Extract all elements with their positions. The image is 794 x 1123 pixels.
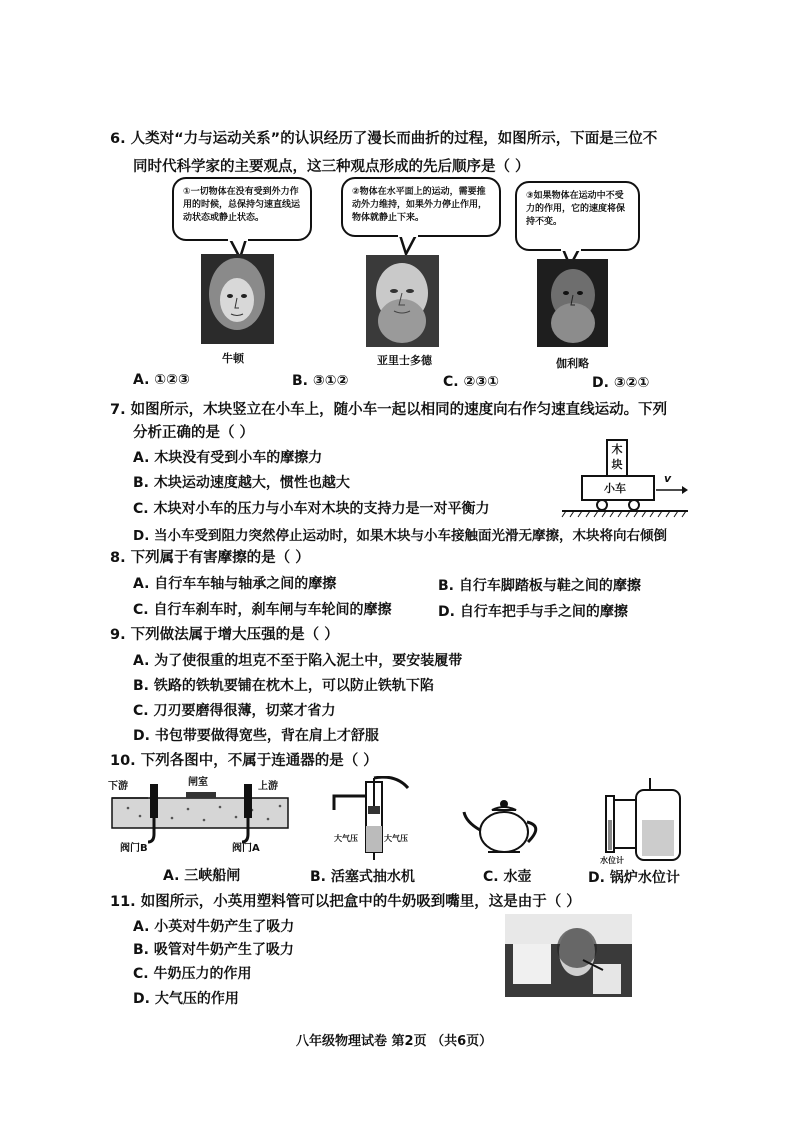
q7-velocity-label: v	[664, 472, 672, 485]
q10-option-b[interactable]: B. 活塞式抽水机	[310, 869, 415, 885]
galileo-portrait-image	[537, 259, 608, 347]
q10-option-c[interactable]: C. 水壶	[483, 869, 532, 885]
q9-option-a[interactable]: A. 为了使很重的坦克不至于陷入泥土中，要安装履带	[133, 653, 463, 669]
q11-option-a[interactable]: A. 小英对牛奶产生了吸力	[133, 919, 295, 935]
q7-block-label: 木块	[611, 443, 623, 471]
q11-option-c[interactable]: C. 牛奶压力的作用	[133, 966, 252, 982]
ship-lock-downstream-label: 下游	[108, 781, 128, 792]
q10-option-d[interactable]: D. 锅炉水位计	[588, 870, 680, 886]
q6-option-b[interactable]: B. ③①②	[292, 373, 349, 389]
q7-option-d[interactable]: D. 当小车受到阻力突然停止运动时，如果木块与小车接触面光滑无摩擦，木块将向右倾倒	[133, 528, 668, 544]
caption-aristotle: 亚里士多德	[377, 354, 432, 367]
q7-cart-label: 小车	[604, 482, 626, 495]
q9-option-c[interactable]: C. 刀刃要磨得很薄，切菜才省力	[133, 703, 336, 719]
girl-drinking-milk-photo	[505, 914, 632, 997]
bubble-text-galileo: ③如果物体在运动中不受力的作用，它的速度将保持不变。	[526, 191, 626, 227]
q7-stem-line2: 分析正确的是（ ）	[133, 425, 255, 441]
portrait-galileo	[537, 259, 608, 347]
teapot-diagram	[460, 796, 545, 858]
q10-option-a[interactable]: A. 三峡船闸	[163, 868, 241, 884]
q6-option-c[interactable]: C. ②③①	[443, 374, 500, 390]
portrait-newton	[201, 254, 274, 344]
ship-lock-upstream-label: 上游	[258, 781, 278, 792]
q10-stem: 10. 下列各图中，不属于连通器的是（ ）	[110, 753, 378, 769]
q9-stem: 9. 下列做法属于增大压强的是（ ）	[110, 627, 339, 643]
portrait-aristotle	[366, 255, 439, 347]
q6-option-d[interactable]: D. ③②①	[592, 375, 650, 391]
bubble-text-newton: ①一切物体在没有受到外力作用的时候，总保持匀速直线运动状态或静止状态。	[183, 187, 301, 223]
q7-option-b[interactable]: B. 木块运动速度越大，惯性也越大	[133, 475, 350, 491]
q9-option-d[interactable]: D. 书包带要做得宽些，背在肩上才舒服	[133, 728, 379, 744]
q8-option-d[interactable]: D. 自行车把手与手之间的摩擦	[438, 604, 628, 620]
q11-option-d[interactable]: D. 大气压的作用	[133, 991, 239, 1007]
caption-newton: 牛顿	[222, 352, 244, 365]
newton-portrait-image	[201, 254, 274, 344]
ship-lock-gate-a-label: 阀门A	[232, 843, 260, 854]
q7-figure	[560, 438, 690, 523]
boiler-gauge-diagram	[598, 776, 688, 866]
q11-photo	[505, 914, 632, 997]
q6-stem-line2: 同时代科学家的主要观点，这三种观点形成的先后顺序是（ ）	[133, 159, 530, 175]
q7-option-a[interactable]: A. 木块没有受到小车的摩擦力	[133, 450, 323, 466]
q9-option-b[interactable]: B. 铁路的铁轨要铺在枕木上，可以防止铁轨下陷	[133, 678, 434, 694]
boiler-gauge-label: 水位计	[600, 856, 624, 865]
piston-pump-diagram	[326, 776, 416, 860]
aristotle-portrait-image	[366, 255, 439, 347]
q10-figure-boiler	[598, 776, 688, 866]
q8-option-a[interactable]: A. 自行车车轴与轴承之间的摩擦	[133, 576, 337, 592]
q7-option-c[interactable]: C. 木块对小车的压力与小车对木块的支持力是一对平衡力	[133, 501, 490, 517]
q7-stem-line1: 7. 如图所示，木块竖立在小车上，随小车一起以相同的速度向右作匀速直线运动。下列	[110, 402, 668, 418]
q11-stem: 11. 如图所示，小英用塑料管可以把盒中的牛奶吸到嘴里，这是由于（ ）	[110, 894, 581, 910]
page-footer: 八年级物理试卷 第2页 （共6页）	[296, 1034, 493, 1049]
ship-lock-chamber-label: 闸室	[188, 777, 208, 788]
q8-option-c[interactable]: C. 自行车刹车时，刹车闸与车轮间的摩擦	[133, 602, 392, 618]
q8-stem: 8. 下列属于有害摩擦的是（ ）	[110, 550, 310, 566]
bubble-text-aristotle: ②物体在水平面上的运动，需要推动外力维持，如果外力停止作用，物体就静止下来。	[352, 187, 488, 223]
q10-figure-ship-lock	[108, 776, 293, 856]
q8-option-b[interactable]: B. 自行车脚踏板与鞋之间的摩擦	[438, 578, 641, 594]
caption-galileo: 伽利略	[556, 357, 589, 370]
q10-figure-teapot	[460, 796, 545, 858]
q6-option-a[interactable]: A. ①②③	[133, 372, 190, 388]
q10-figure-pump	[326, 776, 416, 860]
pump-right-pressure-label: 大气压	[384, 834, 408, 843]
q11-option-b[interactable]: B. 吸管对牛奶产生了吸力	[133, 942, 294, 958]
q6-stem-line1: 6. 人类对“力与运动关系”的认识经历了漫长而曲折的过程，如图所示，下面是三位不	[110, 131, 658, 147]
ship-lock-gate-b-label: 阀门B	[120, 843, 148, 854]
pump-left-pressure-label: 大气压	[334, 834, 358, 843]
